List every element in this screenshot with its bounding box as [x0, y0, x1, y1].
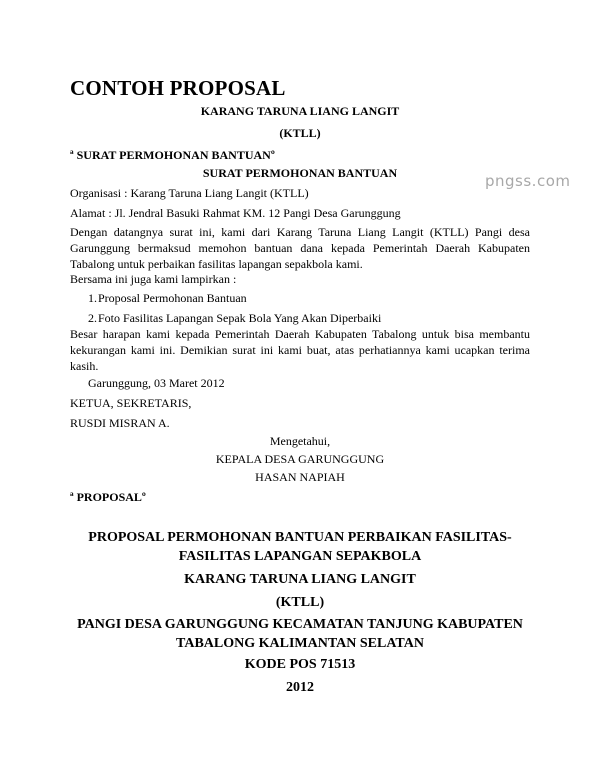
list-item-text: Proposal Permohonan Bantuan: [98, 291, 247, 305]
proposal-address-line-2: TABALONG KALIMANTAN SELATAN: [176, 636, 424, 651]
kepala-desa-name: HASAN NAPIAH: [255, 470, 345, 484]
section-label-surat: ª SURAT PERMOHONAN BANTUANº: [70, 148, 275, 162]
list-item-number: 1.: [88, 291, 97, 305]
org-title: KARANG TARUNA LIANG LANGIT: [200, 104, 400, 118]
letter-paragraph-1: Dengan datangnya surat ini, kami dari Karang Taruna Liang Langit (KTLL) Pangi desa Garunggung bermaksud memohon bantuan dana kepada Pemerintah Daerah Kabupaten Tabalong untuk perbaikan fasilitas lapangan sepakbola kami.: [70, 225, 530, 271]
signer-name: RUSDI MISRAN A.: [70, 416, 170, 430]
list-item: [70, 310, 382, 326]
kepala-desa-title: KEPALA DESA GARUNGGUNG: [215, 452, 385, 466]
proposal-title-line-1: PROPOSAL PERMOHONAN BANTUAN PERBAIKAN FASILITAS-: [88, 530, 512, 545]
watermark: pngss.com: [485, 172, 571, 190]
list-item-text: Foto Fasilitas Lapangan Sepak Bola Yang Akan Diperbaiki: [98, 311, 382, 325]
mengetahui-label: Mengetahui,: [269, 434, 331, 448]
proposal-year: 2012: [286, 680, 314, 695]
organisasi-line: Organisasi : Karang Taruna Liang Langit (KTLL): [70, 186, 309, 200]
proposal-title-line-2: FASILITAS LAPANGAN SEPAKBOLA: [178, 549, 422, 564]
list-item-number: 2.: [88, 311, 97, 325]
alamat-line: Alamat : Jl. Jendral Basuki Rahmat KM. 12 Pangi Desa Garunggung: [70, 206, 401, 220]
lampiran-intro: Bersama ini juga kami lampirkan :: [70, 272, 237, 286]
list-item: [70, 290, 247, 306]
proposal-abbr: (KTLL): [275, 595, 325, 610]
signers-line: KETUA, SEKRETARIS,: [70, 396, 192, 410]
section-label-proposal: ª PROPOSALº: [70, 490, 146, 504]
letter-title: SURAT PERMOHONAN BANTUAN: [202, 166, 398, 180]
letter-paragraph-2: Besar harapan kami kepada Pemerintah Daerah Kabupaten Tabalong untuk bisa membantu kekurangan kami ini. Demikian surat ini kami buat, atas perhatiannya kami ucapkan terima kasih.: [70, 327, 530, 373]
proposal-kode-pos: KODE POS 71513: [244, 657, 356, 672]
org-abbr: (KTLL): [279, 126, 321, 140]
proposal-org: KARANG TARUNA LIANG LANGIT: [184, 572, 416, 587]
letter-date: Garunggung, 03 Maret 2012: [88, 376, 225, 390]
proposal-address-line-1: PANGI DESA GARUNGGUNG KECAMATAN TANJUNG KABUPATEN: [77, 617, 523, 632]
lampiran-list: [70, 290, 382, 330]
page-heading: CONTOH PROPOSAL: [70, 76, 286, 100]
